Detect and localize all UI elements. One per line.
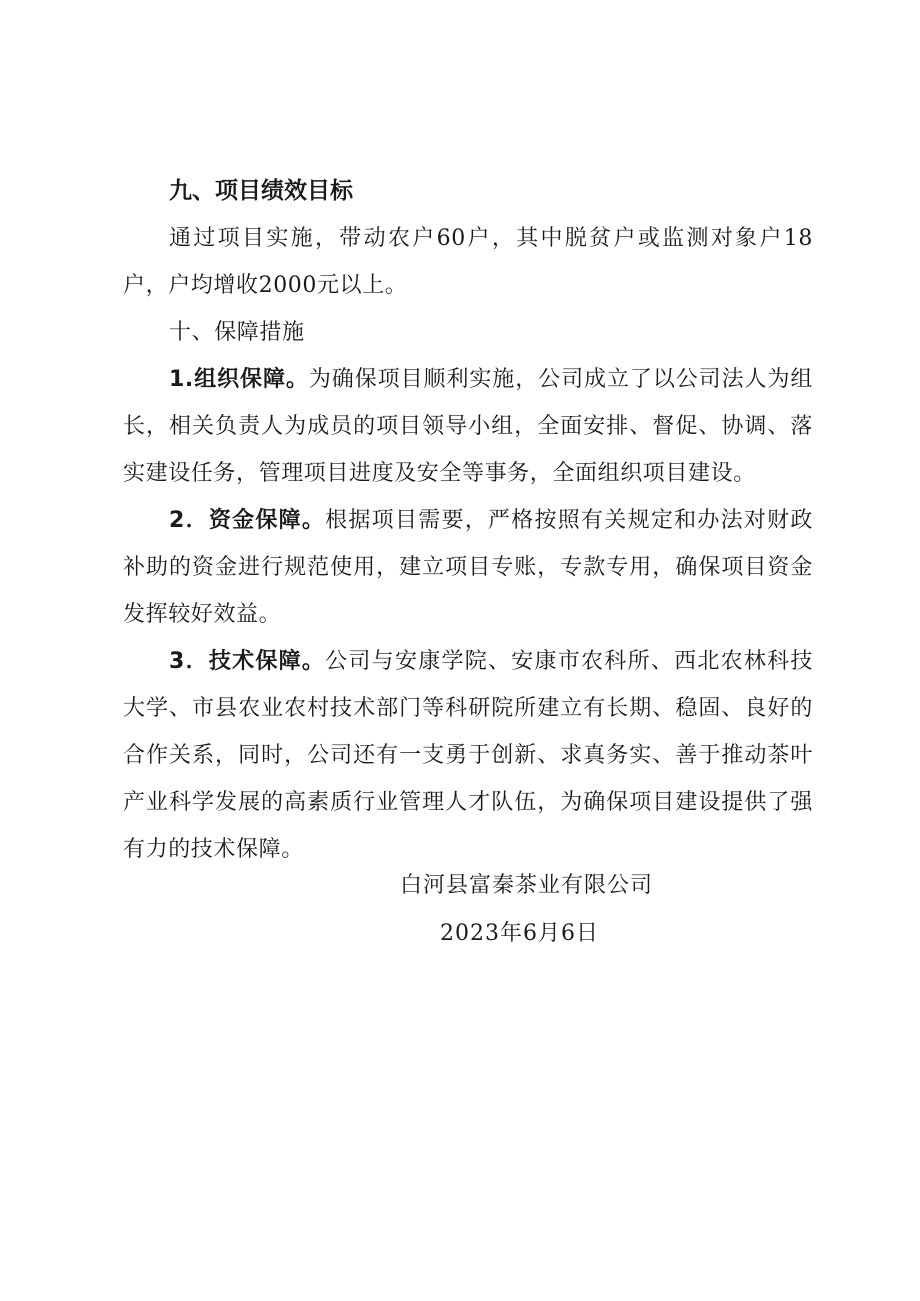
measure-funding xyxy=(123,497,813,638)
measure-technical-text: 公司与安康学院、安康市农科所、西北农林科技大学、市县农业农村技术部门等科研院所建立有长期、稳固、良好的合作关系，同时，公司还有一支勇于创新、求真务实、善于推动茶叶产业科学发展的高素质行业管理人才队伍，为确保项目建设提供了强有力的技术保障。 xyxy=(123,649,813,862)
signature-company: 白河县富秦茶业有限公司 xyxy=(400,873,654,898)
section-10-heading: 十、保障措施 xyxy=(169,320,305,345)
document-body xyxy=(123,168,813,873)
signature-date: 2023年6月6日 xyxy=(440,921,599,946)
measure-organization-lead: 1.组织保障。 xyxy=(169,367,309,392)
measure-technical-lead: 3．技术保障。 xyxy=(169,649,326,674)
measure-funding-lead: 2．资金保障。 xyxy=(169,508,326,533)
section-9-heading: 九、项目绩效目标 xyxy=(169,178,353,204)
measure-organization xyxy=(123,356,813,497)
measure-organization-text: 为确保项目顺利实施，公司成立了以公司法人为组长，相关负责人为成员的项目领导小组，全面安排、督促、协调、落实建设任务，管理项目进度及安全等事务，全面组织项目建设。 xyxy=(123,367,814,486)
measure-funding-text: 根据项目需要，严格按照有关规定和办法对财政补助的资金进行规范使用，建立项目专账，专款专用，确保项目资金发挥较好效益。 xyxy=(123,508,813,627)
section-9-body: 通过项目实施，带动农户60户，其中脱贫户或监测对象户18户，户均增收2000元以上。 xyxy=(123,226,813,298)
measure-technical xyxy=(123,638,813,873)
